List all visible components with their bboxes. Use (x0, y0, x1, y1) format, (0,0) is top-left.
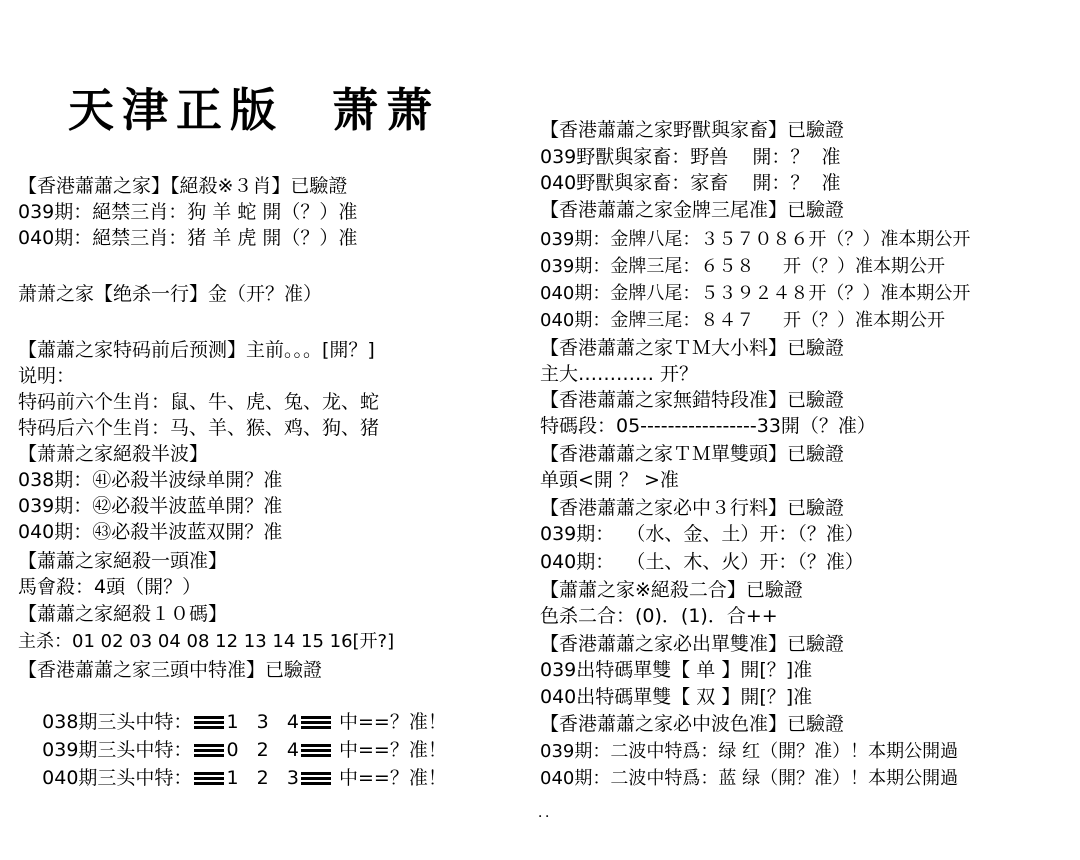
text-line-kill-element: 萧萧之家【绝杀一行】金（开？准） (18, 283, 323, 305)
text-line: 主大………… 开？ (540, 363, 699, 385)
row-prefix: 039期三头中特： (42, 739, 193, 761)
text-line: 040期：二波中特爲：蓝 绿（開？准）！本期公開過 (540, 768, 959, 789)
section-header-size: 【香港蕭蕭之家ＴＭ大小料】已驗證 (540, 337, 845, 359)
text-line: 040期：絕禁三肖：猪 羊 虎 開（？）准 (18, 227, 358, 249)
row-digits: 1 3 4 (226, 711, 299, 733)
row-prefix: 040期三头中特： (42, 767, 193, 789)
text-line: 040期：金牌三尾：８４７ 开（？）准本期公开 (540, 310, 945, 331)
section-header-segment: 【香港蕭蕭之家無錯特段准】已驗證 (540, 389, 845, 411)
section-header-wave-color: 【香港蕭蕭之家必中波色准】已驗證 (540, 713, 845, 735)
text-line: 039期：金牌八尾：３５７０８６开（？）准本期公开 (540, 229, 971, 250)
section-header-beast: 【香港蕭蕭之家野獸與家畜】已驗證 (540, 119, 845, 141)
text-line: 色杀二合：(0)．(1)．合++ (540, 605, 778, 627)
section-header-odd-even: 【香港蕭蕭之家必出單雙准】已驗證 (540, 633, 845, 655)
section-header-three-elements: 【香港蕭蕭之家必中３行料】已驗證 (540, 497, 845, 519)
row-digits: 0 2 4 (226, 739, 299, 761)
text-line: 特碼段：05-----------------33開（？准） (540, 415, 876, 437)
section-header-half-wave: 【萧萧之家絕殺半波】 (18, 443, 209, 465)
text-line-three-heads (18, 714, 447, 761)
section-header-kill-3-zodiac: 【香港蕭蕭之家】【絕殺※３肖】已驗證 (18, 175, 348, 197)
text-line: 039期：金牌三尾：６５８ 开（？）准本期公开 (540, 256, 945, 277)
row-prefix: 038期三头中特： (42, 711, 193, 733)
section-header-gold-tail: 【香港蕭蕭之家金牌三尾准】已驗證 (540, 199, 845, 221)
text-line: 039期：絕禁三肖：狗 羊 蛇 開（？）准 (18, 201, 358, 223)
text-line: 040期：金牌八尾：５３９２４８开（？）准本期公开 (540, 283, 971, 304)
section-header-three-heads: 【香港蕭蕭之家三頭中特准】已驗證 (18, 659, 323, 681)
section-header-prediction: 【蕭蕭之家特码前后预测】主前。。。[開？] (18, 339, 375, 361)
text-line: 039野獸與家畜：野兽 開：？ 准 (540, 146, 841, 168)
page-title: 天津正版 萧萧 (68, 83, 441, 137)
text-line: 馬會殺：4頭（開？） (18, 576, 202, 598)
text-line: 040期： （土、木、火）开：（？准） (540, 551, 864, 573)
text-line: 单頭<開 ？ >准 (540, 469, 679, 491)
text-line: 038期：㊶必殺半波绿单開？准 (18, 469, 283, 491)
text-line-three-heads (18, 742, 447, 789)
section-header-kill-two: 【蕭蕭之家※絕殺二合】已驗證 (540, 579, 803, 601)
triple-bar-icon (194, 772, 224, 786)
text-line: 039出特碼單雙【 单 】開[？]准 (540, 659, 813, 681)
text-line: 039期：㊷必殺半波蓝单開？准 (18, 495, 283, 517)
section-header-kill-head: 【蕭蕭之家絕殺一頭准】 (18, 550, 228, 572)
triple-bar-icon (301, 772, 331, 786)
text-line: 说明： (18, 365, 76, 387)
text-line: 039期： （水、金、土）开：（？准） (540, 523, 864, 545)
row-suffix: 中==？准！ (332, 711, 447, 733)
text-line: 特码后六个生肖：马、羊、猴、鸡、狗、猪 (18, 417, 380, 439)
row-suffix: 中==？准！ (332, 739, 447, 761)
text-line-three-heads (18, 686, 447, 733)
text-line: 主杀：01 02 03 04 08 12 13 14 15 16[开?] (18, 631, 395, 652)
section-header-kill-10: 【蕭蕭之家絕殺１０碼】 (18, 603, 228, 625)
section-header-odd-even-head: 【香港蕭蕭之家ＴＭ單雙頭】已驗證 (540, 443, 845, 465)
text-line: 特码前六个生肖：鼠、牛、虎、兔、龙、蛇 (18, 391, 380, 413)
text-line: 040期：㊸必殺半波蓝双開？准 (18, 521, 283, 543)
text-line: 039期：二波中特爲：绿 红（開？准）！本期公開過 (540, 741, 959, 762)
row-digits: 1 2 3 (226, 767, 299, 789)
text-line: 040野獸與家畜：家畜 開：？ 准 (540, 172, 841, 194)
row-suffix: 中==？准！ (332, 767, 447, 789)
text-line: 040出特碼單雙【 双 】開[？]准 (540, 686, 813, 708)
footer-dots: ．． (538, 805, 559, 821)
